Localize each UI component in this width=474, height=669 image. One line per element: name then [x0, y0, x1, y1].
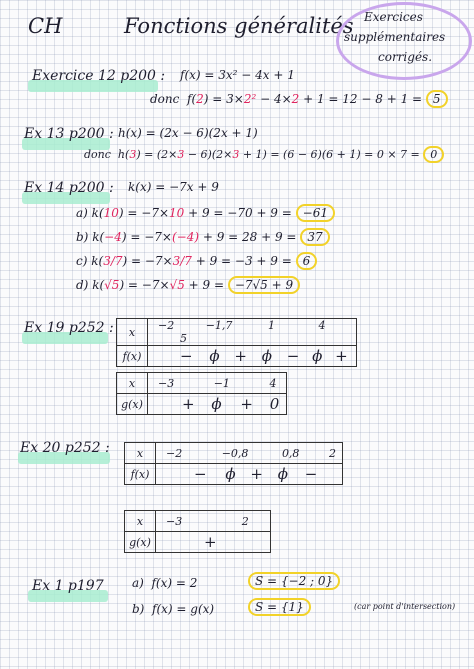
ex13-label: Ex 13 p200 : — [24, 126, 114, 142]
ex19-g-x-values: −3 −1 4 — [148, 373, 287, 394]
ex1-label: Ex 1 p197 — [32, 578, 104, 594]
ex14-answer-d: −7√5 + 9 — [228, 276, 300, 294]
ex19-g-signs: + ϕ + 0 — [148, 394, 287, 415]
ex19-f-signs: − ϕ + ϕ − ϕ + — [148, 346, 357, 367]
ex20-g-x-values: −3 2 — [156, 511, 271, 532]
ex14-row-c: c) k(3/7) = −7×3/7 + 9 = −3 + 9 = 6 — [76, 252, 317, 270]
ex13-line1: h(x) = (2x − 6)(2x + 1) — [118, 126, 258, 140]
ex20-f-row-label: f(x) — [125, 464, 156, 485]
ex12-answer: 5 — [426, 90, 448, 108]
ex14-line1: k(x) = −7x + 9 — [128, 180, 219, 194]
ex1-note: (car point d'intersection) — [354, 602, 456, 611]
ex13-answer: 0 — [423, 146, 444, 163]
ex20-label: Ex 20 p252 : — [20, 440, 110, 456]
note-line1: Exercices — [364, 10, 423, 24]
ex20-g-x-header: x — [125, 511, 156, 532]
ex1-row-b: b) f(x) = g(x) — [132, 602, 215, 616]
ex12-line1: f(x) = 3x² − 4x + 1 — [180, 68, 295, 82]
ex20-g-row-label: g(x) — [125, 532, 156, 553]
ex19-g-row-label: g(x) — [117, 394, 148, 415]
ex19-f-row-label: f(x) — [117, 346, 148, 367]
ex19-f-x-values: −2 −1,7 1 4 5 — [148, 319, 357, 346]
ex19-g-x-header: x — [117, 373, 148, 394]
ex20-f-signs: − ϕ + ϕ − — [156, 464, 343, 485]
ex14-answer-b: 37 — [300, 228, 329, 246]
ex13-line2: donc h(3) = (2×3 − 6)(2×3 + 1) = (6 − 6)(6 + 1) = 0 × 7 = 0 — [84, 146, 444, 163]
ex19-sign-table-f — [116, 318, 357, 367]
ex12-donc: donc — [150, 92, 180, 106]
ex1-sol-b: S = {1} — [248, 598, 311, 616]
ex13-donc: donc — [84, 148, 111, 161]
ex12-label: Exercice 12 p200 : — [32, 68, 166, 84]
ex19-f-x-header: x — [117, 319, 148, 346]
ex20-f-x-values: −2 −0,8 0,8 2 — [156, 443, 343, 464]
ex12-line2: donc f(2) = 3×2² − 4×2 + 1 = 12 − 8 + 1 = 5 — [150, 90, 448, 108]
ex19-label: Ex 19 p252 : — [24, 320, 114, 336]
ex14-answer-a: −61 — [296, 204, 335, 222]
ex14-answer-c: 6 — [296, 252, 318, 270]
ex14-row-a: a) k(10) = −7×10 + 9 = −70 + 9 = −61 — [76, 204, 335, 222]
ex14-label: Ex 14 p200 : — [24, 180, 114, 196]
ex20-sign-table-g — [124, 510, 271, 553]
ex20-sign-table-f — [124, 442, 343, 485]
chapter-label: CH — [28, 14, 63, 38]
ex1-sol-a: S = {−2 ; 0} — [248, 572, 340, 590]
ex14-row-d: d) k(√5) = −7×√5 + 9 = −7√5 + 9 — [76, 276, 300, 294]
ex14-row-b: b) k(−4) = −7×(−4) + 9 = 28 + 9 = 37 — [76, 228, 330, 246]
ex20-f-x-header: x — [125, 443, 156, 464]
ex12-arg: 2 — [196, 92, 204, 106]
ex20-g-signs: + — [156, 532, 271, 553]
ex19-sign-table-g — [116, 372, 287, 415]
note-line3: corrigés. — [378, 50, 433, 64]
page-title: Fonctions généralités — [124, 14, 354, 38]
note-line2: supplémentaires — [344, 30, 446, 44]
ex1-row-a: a) f(x) = 2 — [132, 576, 198, 590]
